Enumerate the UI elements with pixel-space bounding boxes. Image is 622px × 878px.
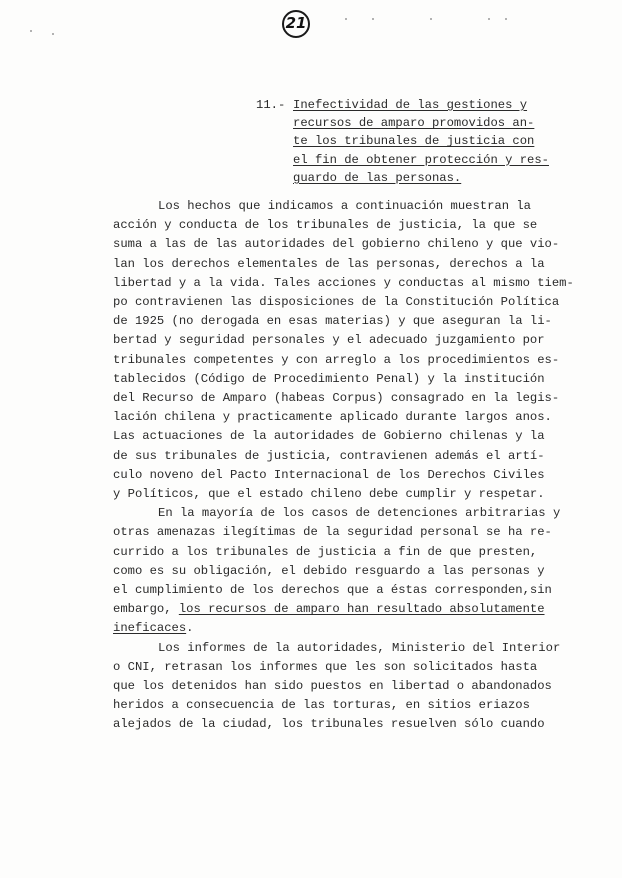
paragraph-2-line: otras amenazas ilegítimas de la seguridad personal se ha re- [113, 525, 552, 540]
scan-speck [345, 18, 347, 20]
scan-speck [30, 30, 32, 32]
scan-speck [52, 33, 54, 35]
paragraph-3-line: alejados de la ciudad, los tribunales resuelven sólo cuando [113, 717, 545, 732]
section-heading [256, 96, 556, 187]
heading-line: el fin de obtener protección y res- [293, 152, 549, 167]
underlined-statement: ineficaces [113, 621, 187, 636]
paragraph-2-line [113, 600, 583, 619]
line-prefix: embargo, [113, 602, 179, 617]
scan-speck [488, 18, 490, 20]
heading-line: Inefectividad de las gestiones y [293, 98, 528, 112]
underlined-statement: los recursos de amparo han resultado absolutamente [178, 602, 545, 617]
paragraph-1-line: y Políticos, que el estado chileno debe cumplir y respetar. [113, 487, 545, 502]
paragraph-2-line [113, 619, 583, 638]
scan-speck [505, 18, 507, 20]
heading-line: guardo de las personas. [293, 170, 462, 185]
paragraph-1-line: tribunales competentes y con arreglo a los procedimientos es- [113, 352, 560, 367]
heading-line: recursos de amparo promovidos an- [293, 116, 535, 131]
scan-speck [372, 18, 374, 20]
paragraph-1-line: libertad y a la vida. Tales acciones y conductas al mismo tiem- [113, 275, 574, 290]
paragraph-1-line: de 1925 (no derogada en esas materias) y que aseguran la li- [113, 314, 552, 329]
paragraph-3-line: Los informes de la autoridades, Ministerio del Interior [158, 640, 561, 655]
paragraph-1-line: lan los derechos elementales de las personas, derechos a la [113, 256, 545, 271]
paragraph-1-line: bertad y seguridad personales y el adecuado juzgamiento por [113, 333, 545, 348]
paragraph-2-line: como es su obligación, el debido resguardo a las personas y [113, 563, 545, 578]
paragraph-3-line: heridos a consecuencia de las torturas, en sitios eriazos [113, 698, 530, 713]
paragraph-1-line: suma a las de las autoridades del gobierno chileno y que vio- [113, 237, 560, 252]
paragraph-1-line: Las actuaciones de la autoridades de Gobierno chilenas y la [113, 429, 545, 444]
body-text [113, 197, 583, 735]
paragraph-1-line: del Recurso de Amparo (habeas Corpus) consagrado en la legis- [113, 391, 560, 406]
paragraph-1-line: Los hechos que indicamos a continuación muestran la [158, 199, 531, 213]
paragraph-1-line: po contravienen las disposiciones de la Constitución Política [113, 295, 560, 310]
paragraph-2-line: En la mayoría de los casos de detenciones arbitrarias y [158, 506, 561, 521]
paragraph-1-line: tablecidos (Código de Procedimiento Penal) y la institución [113, 371, 545, 386]
paragraph-2-line: currido a los tribunales de justicia a fin de que presten, [113, 544, 538, 559]
line-suffix: . [186, 621, 194, 636]
section-number: 11.- [256, 98, 286, 112]
heading-line: te los tribunales de justicia con [293, 134, 535, 149]
scan-speck [430, 18, 432, 20]
paragraph-2-line: el cumplimiento de los derechos que a éstas corresponden,sin [113, 583, 552, 598]
page-number: 21 [282, 10, 310, 38]
paragraph-1-line: culo noveno del Pacto Internacional de los Derechos Civiles [113, 467, 545, 482]
paragraph-3-line: o CNI, retrasan los informes que les son solicitados hasta [113, 659, 538, 674]
paragraph-1-line: lación chilena y practicamente aplicado durante largos anos. [113, 410, 552, 425]
paragraph-1-line: de sus tribunales de justicia, contravienen además el artí- [113, 448, 545, 463]
paragraph-3-line: que los detenidos han sido puestos en libertad o abandonados [113, 679, 552, 694]
paragraph-1-line: acción y conducta de los tribunales de justicia, la que se [113, 218, 538, 233]
